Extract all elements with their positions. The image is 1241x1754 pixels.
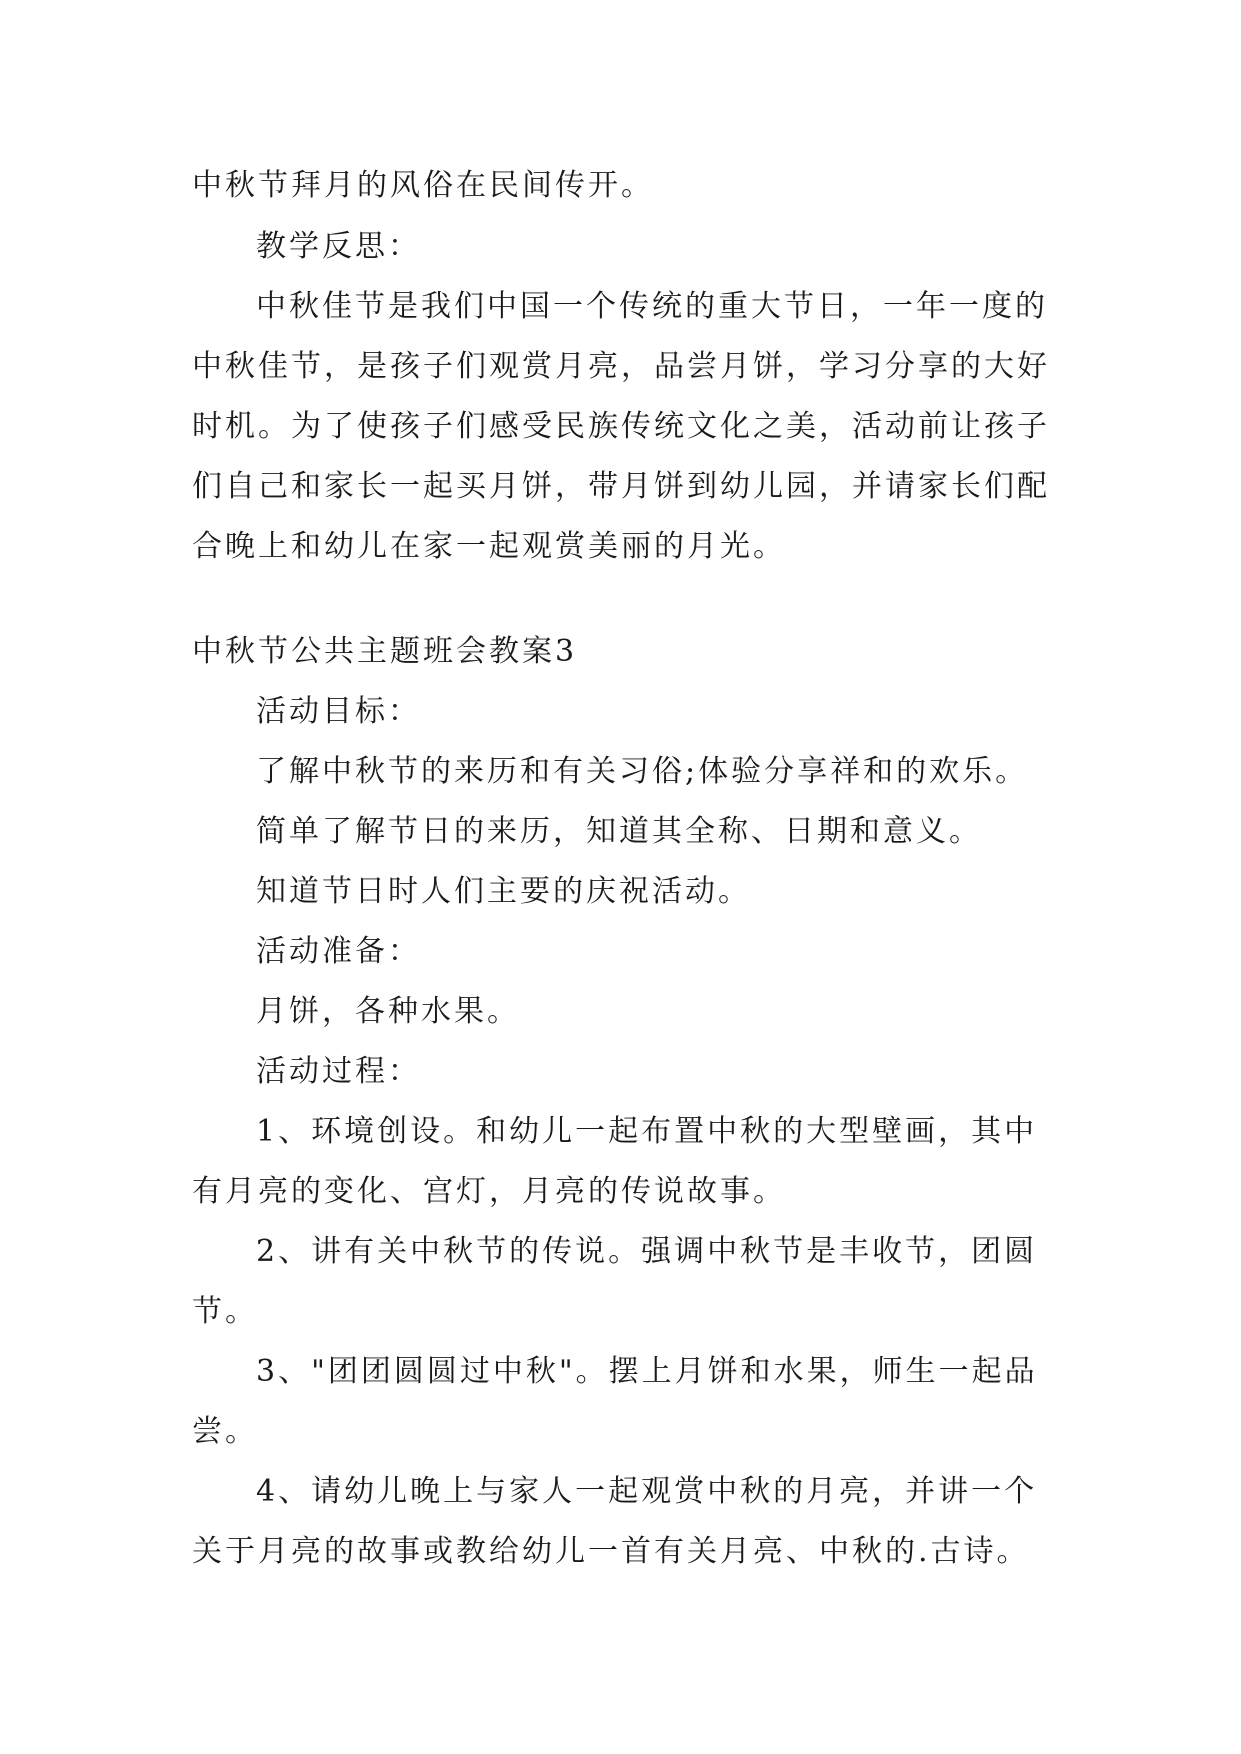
paragraph-line: 节。 xyxy=(192,1294,258,1329)
paragraph-line: 合晚上和幼儿在家一起观赏美丽的月光。 xyxy=(192,529,786,564)
paragraph-line: 了解中秋节的来历和有关习俗;体验分享祥和的欢乐。 xyxy=(256,754,1029,789)
paragraph-line: 1、环境创设。和幼儿一起布置中秋的大型壁画，其中 xyxy=(256,1114,1038,1149)
paragraph-line: 中秋佳节，是孩子们观赏月亮，品尝月饼，学习分享的大好 xyxy=(192,349,1050,384)
paragraph-line: 2、讲有关中秋节的传说。强调中秋节是丰收节，团圆 xyxy=(256,1234,1038,1269)
paragraph-line: 简单了解节日的来历，知道其全称、日期和意义。 xyxy=(256,814,982,849)
section-heading-process: 活动过程： xyxy=(256,1054,421,1089)
paragraph-line: 尝。 xyxy=(192,1414,258,1449)
paragraph-line: 有月亮的变化、宫灯，月亮的传说故事。 xyxy=(192,1174,786,1209)
paragraph-line: 3、"团团圆圆过中秋"。摆上月饼和水果，师生一起品 xyxy=(256,1354,1038,1389)
paragraph-line: 知道节日时人们主要的庆祝活动。 xyxy=(256,874,751,909)
paragraph-line: 们自己和家长一起买月饼，带月饼到幼儿园，并请家长们配 xyxy=(192,469,1050,504)
paragraph-line: 中秋节拜月的风俗在民间传开。 xyxy=(192,168,654,203)
paragraph-line: 4、请幼儿晚上与家人一起观赏中秋的月亮，并讲一个 xyxy=(256,1474,1038,1509)
paragraph-line: 中秋佳节是我们中国一个传统的重大节日，一年一度的 xyxy=(256,289,1048,324)
paragraph-line: 月饼，各种水果。 xyxy=(256,994,520,1029)
paragraph-line: 时机。为了使孩子们感受民族传统文化之美，活动前让孩子 xyxy=(192,409,1050,444)
section-heading-goals: 活动目标： xyxy=(256,694,421,729)
paragraph-line: 关于月亮的故事或教给幼儿一首有关月亮、中秋的.古诗。 xyxy=(192,1534,1030,1569)
section-heading-reflection: 教学反思： xyxy=(256,229,421,264)
section-heading-preparation: 活动准备： xyxy=(256,934,421,969)
document-title: 中秋节公共主题班会教案3 xyxy=(192,634,578,669)
